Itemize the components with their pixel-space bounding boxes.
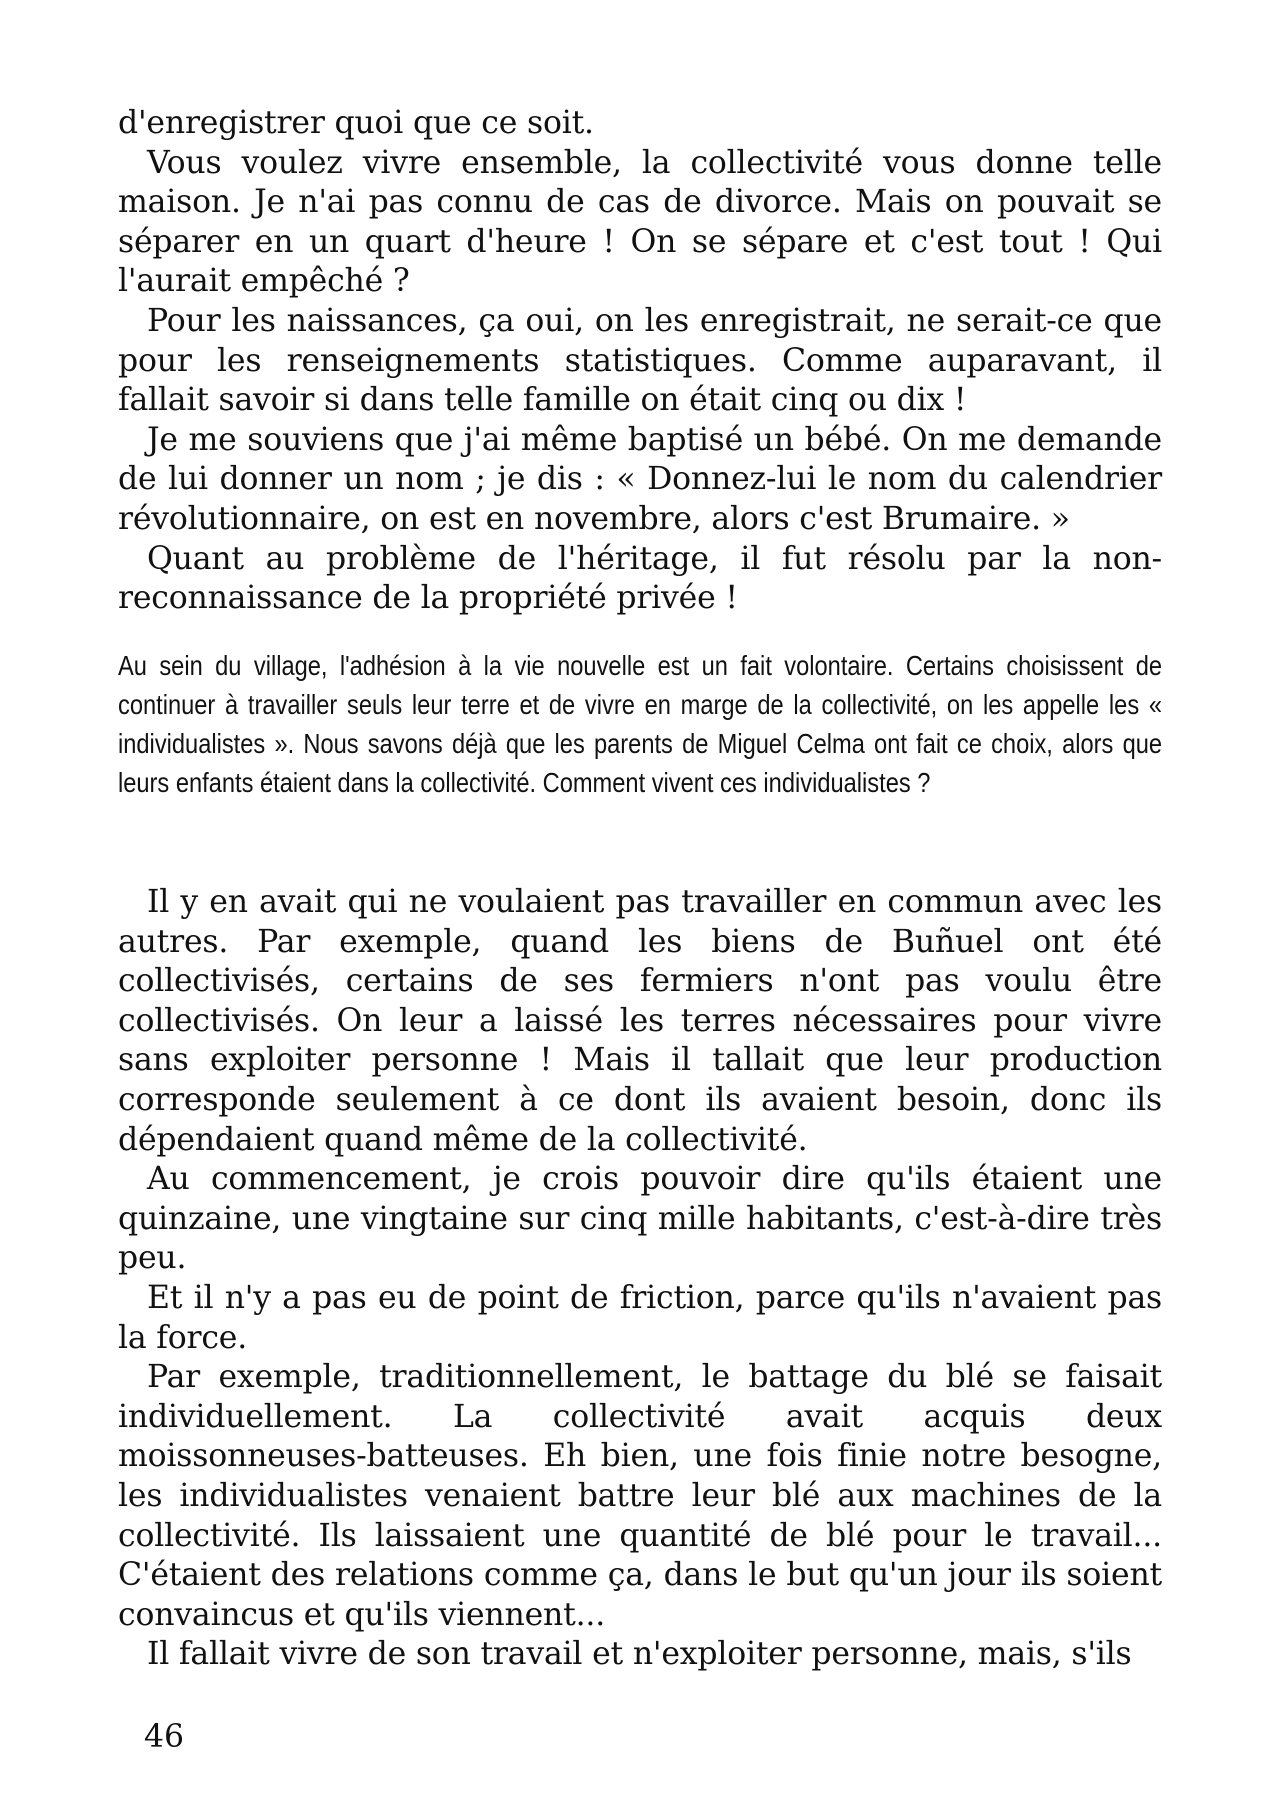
interviewer-commentary: [118, 646, 1162, 802]
commentary-paragraph: Au sein du village, l'adhésion à la vie nouvelle est un fait volontaire. Certains choisissent de continuer à travailler seuls leur terre et de vivre en marge de la collectivité, on les appelle les « individualistes ». Nous savons déjà que les parents de Miguel Celma ont fait ce choix, alors que leurs enfants étaient dans la collectivité. Comment vivent ces individualistes ?: [118, 650, 1163, 798]
paragraph: d'enregistrer quoi que ce soit.: [118, 105, 594, 141]
paragraph: Vous voulez vivre ensemble, la collectivité vous donne telle maison. Je n'ai pas connu de cas de divorce. Mais on pouvait se séparer en un quart d'heure ! On se sépare et c'est tout ! Qui l'aurait empêché ?: [118, 144, 1162, 300]
paragraph: Au commencement, je crois pouvoir dire qu'ils étaient une quinzaine, une vingtaine sur cinq mille habitants, c'est-à-dire très peu.: [118, 1161, 1162, 1277]
paragraph: Et il n'y a pas eu de point de friction, parce qu'ils n'avaient pas la force.: [118, 1279, 1162, 1356]
paragraph: Je me souviens que j'ai même baptisé un bébé. On me demande de lui donner un nom ; je dis : « Donnez-lui le nom du calendrier révolutionnaire, on est en novembre, alors c'est Brumaire. »: [118, 421, 1162, 537]
page-number: 46: [144, 1719, 185, 1755]
paragraph: Quant au problème de l'héritage, il fut résolu par la non-reconnaissance de la propriété privée !: [118, 540, 1162, 617]
narrative-text-top: [118, 104, 1162, 619]
narrative-text-bottom: [118, 883, 1162, 1675]
paragraph: Il fallait vivre de son travail et n'exploiter personne, mais, s'ils: [147, 1636, 1132, 1673]
paragraph: Il y en avait qui ne voulaient pas travailler en commun avec les autres. Par exemple, quand les biens de Buñuel ont été collectivisés, certains de ses fermiers n'ont pas voulu être collectivisés. On leur a laissé les terres nécessaires pour vivre sans exploiter personne ! Mais il tallait que leur production corresponde seulement à ce dont ils avaient besoin, donc ils dépendaient quand même de la collectivité.: [118, 884, 1162, 1158]
paragraph: Par exemple, traditionnellement, le battage du blé se faisait individuellement. La collectivité avait acquis deux moissonneuses-batteuses. Eh bien, une fois finie notre besogne, les individualistes venaient battre leur blé aux machines de la collectivité. Ils laissaient une quantité de blé pour le travail... C'étaient des relations comme ça, dans le but qu'un jour ils soient convaincus et qu'ils viennent...: [118, 1359, 1162, 1633]
paragraph: Pour les naissances, ça oui, on les enregistrait, ne serait-ce que pour les renseignements statistiques. Comme auparavant, il fallait savoir si dans telle famille on était cinq ou dix !: [118, 302, 1162, 419]
